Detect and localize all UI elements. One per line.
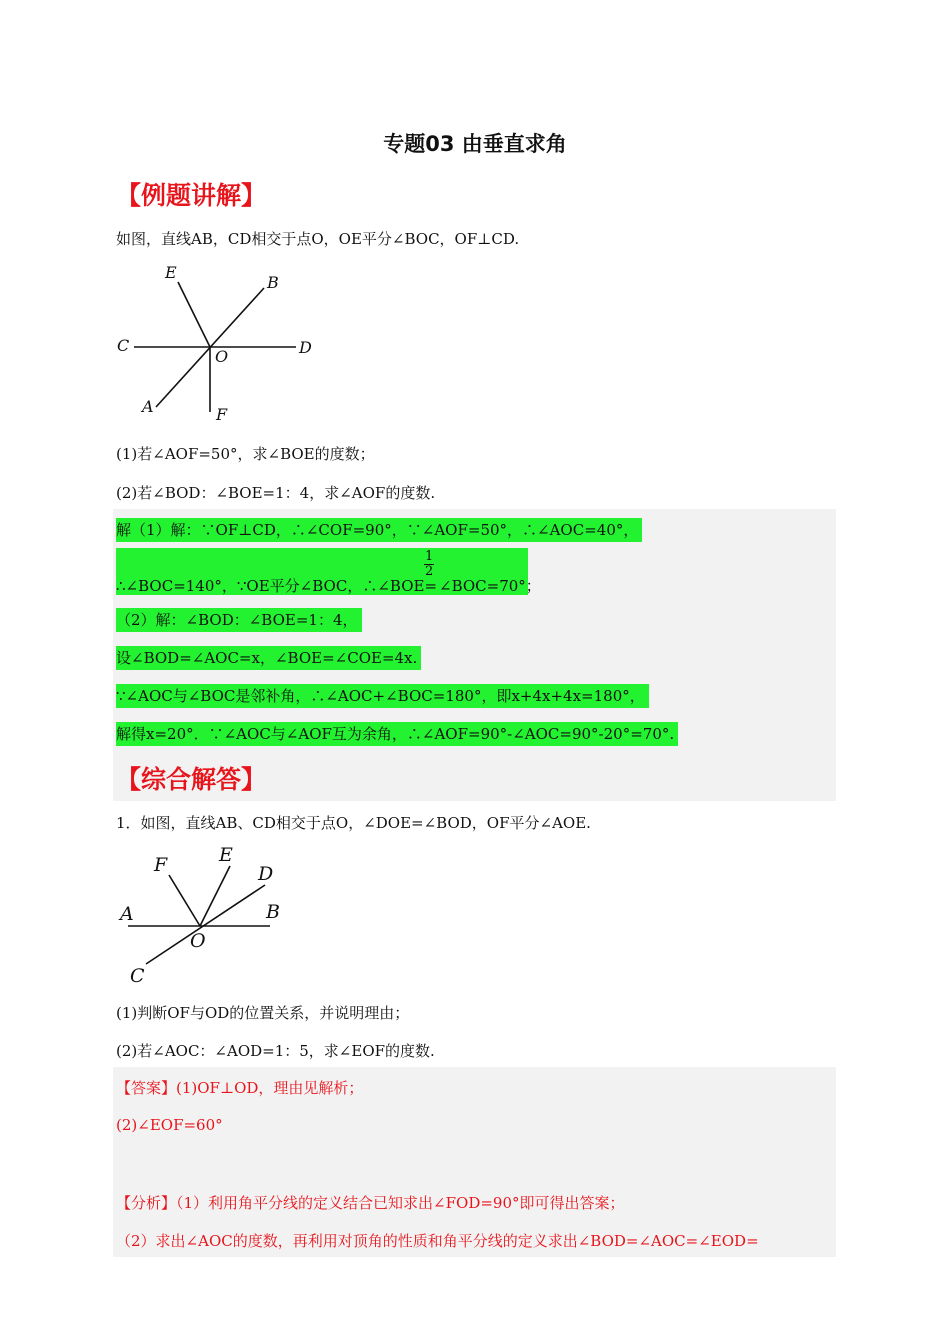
answer-line-1: 【答案】(1)OF⊥OD，理由见解析； [116,1079,364,1097]
solution-line-1: 解（1）解：∵OF⊥CD，∴∠COF=90°，∵∠AOF=50°，∴∠AOC=40°， [116,519,642,540]
label-c: C [117,336,130,355]
label-f: F [154,854,168,876]
solution-line-2: ∴∠BOC=140°，∵OE平分∠BOC，∴∠BOE= $\frac{1}{2}$ ∠BOC=70°； [116,549,541,595]
problem-1-intro: 1．如图，直线AB、CD相交于点O，∠DOE=∠BOD，OF平分∠AOE. [116,814,591,832]
label-c: C [130,965,145,987]
label-o: O [190,930,206,952]
analysis-line-1: 【分析】（1）利用角平分线的定义结合已知求出∠FOD=90°即可得出答案； [116,1194,625,1212]
label-b: B [267,273,279,292]
line-cd [146,885,265,964]
answer-line-2: (2)∠EOF=60° [116,1116,223,1134]
solution-line-5: ∵∠AOC与∠BOC是邻补角，∴∠AOC+∠BOC=180°，即x+4x+4x=180°， [116,685,649,706]
label-d: D [258,863,274,885]
solution-line-3: （2）解：∠BOD：∠BOE=1：4， [116,609,362,630]
example-question-1: (1)若∠AOF=50°，求∠BOE的度数； [116,445,375,463]
fraction-half: $\frac{1}{2}$ [425,549,434,579]
label-d: D [299,338,312,357]
page-title: 专题03 由垂直求角 [383,132,567,156]
ray-oe [200,866,230,926]
label-a: A [142,397,154,416]
label-b: B [266,901,280,923]
example-intro: 如图，直线AB，CD相交于点O，OE平分∠BOC，OF⊥CD. [116,230,520,248]
analysis-tag: 【分析】 [116,1194,177,1212]
label-f: F [216,405,228,424]
label-e: E [219,844,233,866]
example-figure [110,258,340,428]
label-e: E [165,263,177,282]
ray-of [169,875,200,926]
answer-tag: 【答案】 [116,1079,177,1097]
section-heading-examples: 【例题讲解】 [116,181,267,210]
solution-line-4: 设∠BOD=∠AOC=x，∠BOE=∠COE=4x. [116,647,421,668]
solution-line-6: 解得x=20°．∵∠AOC与∠AOF互为余角，∴∠AOF=90°-∠AOC=90°-20°=70°. [116,723,678,744]
problem-figure [110,838,310,993]
example-question-2: (2)若∠BOD：∠BOE=1：4，求∠AOF的度数. [116,484,436,502]
problem-1-question-2: (2)若∠AOC：∠AOD=1：5，求∠EOF的度数. [116,1042,435,1060]
label-o: O [215,347,229,366]
problem-1-question-1: (1)判断OF与OD的位置关系，并说明理由； [116,1004,410,1022]
ray-oe [178,282,210,347]
label-a: A [120,903,134,925]
section-heading-comprehensive: 【综合解答】 [116,765,267,794]
analysis-line-2: （2）求出∠AOC的度数，再利用对顶角的性质和角平分线的定义求出∠BOD=∠AOC=∠EOD= [116,1232,759,1250]
